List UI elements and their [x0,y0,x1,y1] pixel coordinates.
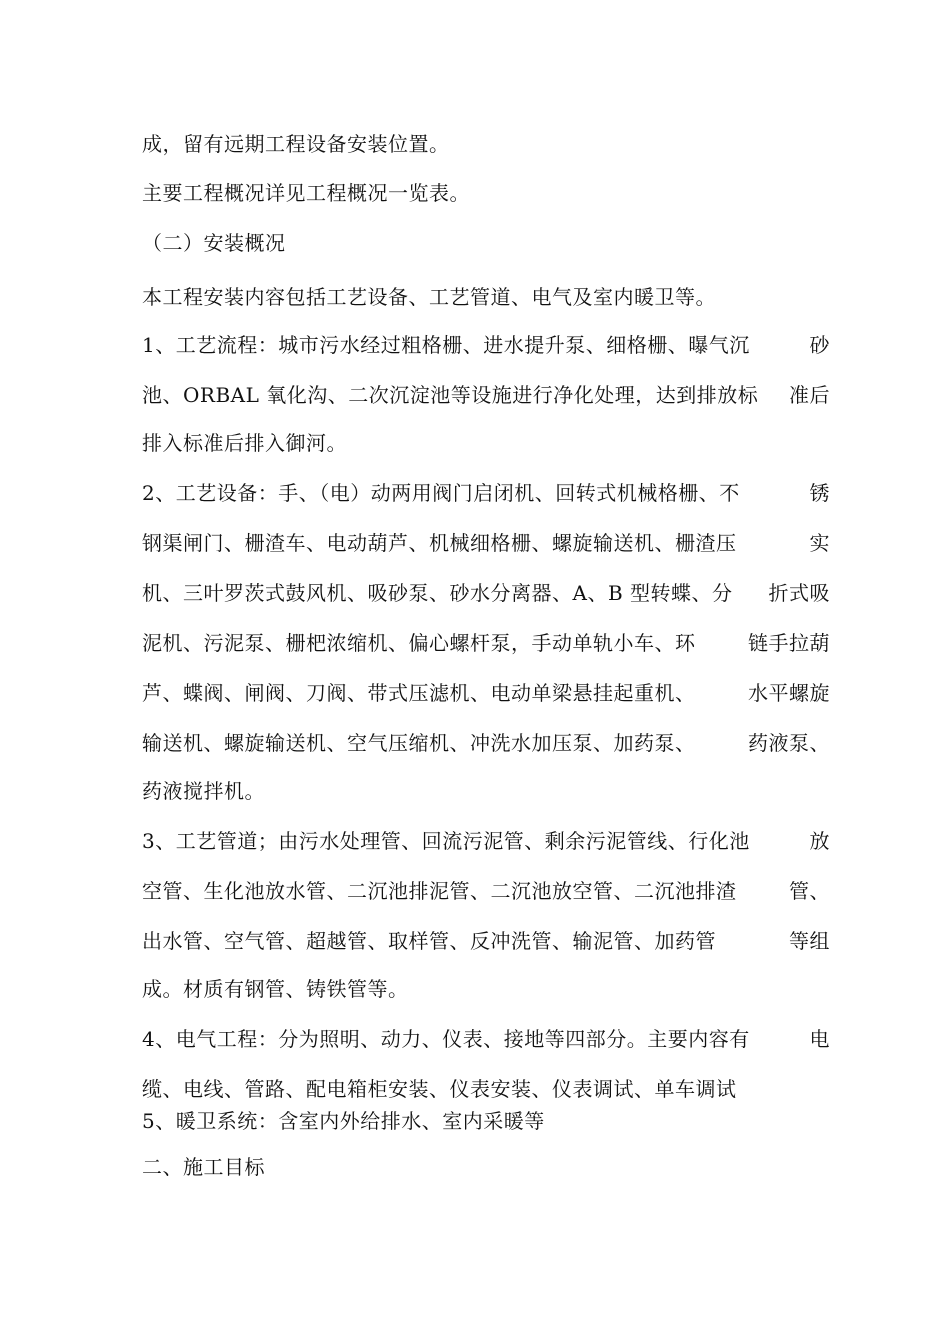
text-segment: 4、电气工程：分为照明、动力、仪表、接地等四部分。主要内容有 [142,1027,750,1051]
text-line [142,681,830,705]
text-segment: 池、ORBAL 氧化沟、二次沉淀池等设施进行净化处理，达到排放标 [142,383,759,407]
text-segment: 水平螺旋 [748,681,830,705]
text-segment: 3、工艺管道；由污水处理管、回流污泥管、剩余污泥管线、行化池 [142,829,750,853]
text-segment: 输送机、螺旋输送机、空气压缩机、冲洗水加压泵、加药泵、 [142,731,696,755]
text-segment: 空管、生化池放水管、二沉池排泥管、二沉池放空管、二沉池排渣 [142,879,737,903]
text-segment: 出水管、空气管、超越管、取样管、反冲洗管、输泥管、加药管 [142,929,716,953]
text-line: 排入标准后排入御河。 [142,431,347,455]
text-segment: 2、工艺设备：手、（电）动两用阀门启闭机、回转式机械格栅、不 [142,481,740,505]
text-line [142,631,830,655]
text-segment: 机、三叶罗茨式鼓风机、吸砂泵、砂水分离器、A、B 型转蝶、分 [142,581,733,605]
text-line: 成。材质有钢管、铸铁管等。 [142,977,409,1001]
text-segment: 砂 [809,333,830,357]
text-line [142,383,830,407]
section-heading: （二）安装概况 [142,231,286,255]
text-line: 成，留有远期工程设备安装位置。 [142,132,450,156]
text-line: 本工程安装内容包括工艺设备、工艺管道、电气及室内暖卫等。 [142,285,716,309]
text-segment: 钢渠闸门、栅渣车、电动葫芦、机械细格栅、螺旋输送机、栅渣压 [142,531,737,555]
text-segment: 管、 [789,879,830,903]
text-line [142,1027,830,1051]
section-heading: 二、施工目标 [142,1155,265,1179]
text-segment: 链手拉葫 [748,631,830,655]
text-line [142,929,830,953]
text-segment: 1、工艺流程：城市污水经过粗格栅、进水提升泵、细格栅、曝气沉 [142,333,750,357]
text-line: 缆、电线、管路、配电箱柜安装、仪表安装、仪表调试、单车调试 [142,1077,737,1101]
text-line: 主要工程概况详见工程概况一览表。 [142,181,470,205]
text-line [142,581,830,605]
text-segment: 折式吸 [768,581,830,605]
text-segment: 准后 [789,383,830,407]
text-segment: 锈 [809,481,830,505]
text-segment: 实 [809,531,830,555]
text-line: 5、暖卫系统：含室内外给排水、室内采暖等 [142,1109,545,1133]
text-segment: 放 [809,829,830,853]
text-segment: 泥机、污泥泵、栅杷浓缩机、偏心螺杆泵，手动单轨小车、环 [142,631,696,655]
text-line [142,731,830,755]
text-line [142,531,830,555]
text-line [142,829,830,853]
text-segment: 等组 [789,929,830,953]
text-line [142,481,830,505]
text-line: 药液搅拌机。 [142,779,265,803]
text-segment: 药液泵、 [748,731,830,755]
text-line [142,333,830,357]
text-segment: 电 [809,1027,830,1051]
text-segment: 芦、蝶阀、闸阀、刀阀、带式压滤机、电动单梁悬挂起重机、 [142,681,696,705]
text-line [142,879,830,903]
